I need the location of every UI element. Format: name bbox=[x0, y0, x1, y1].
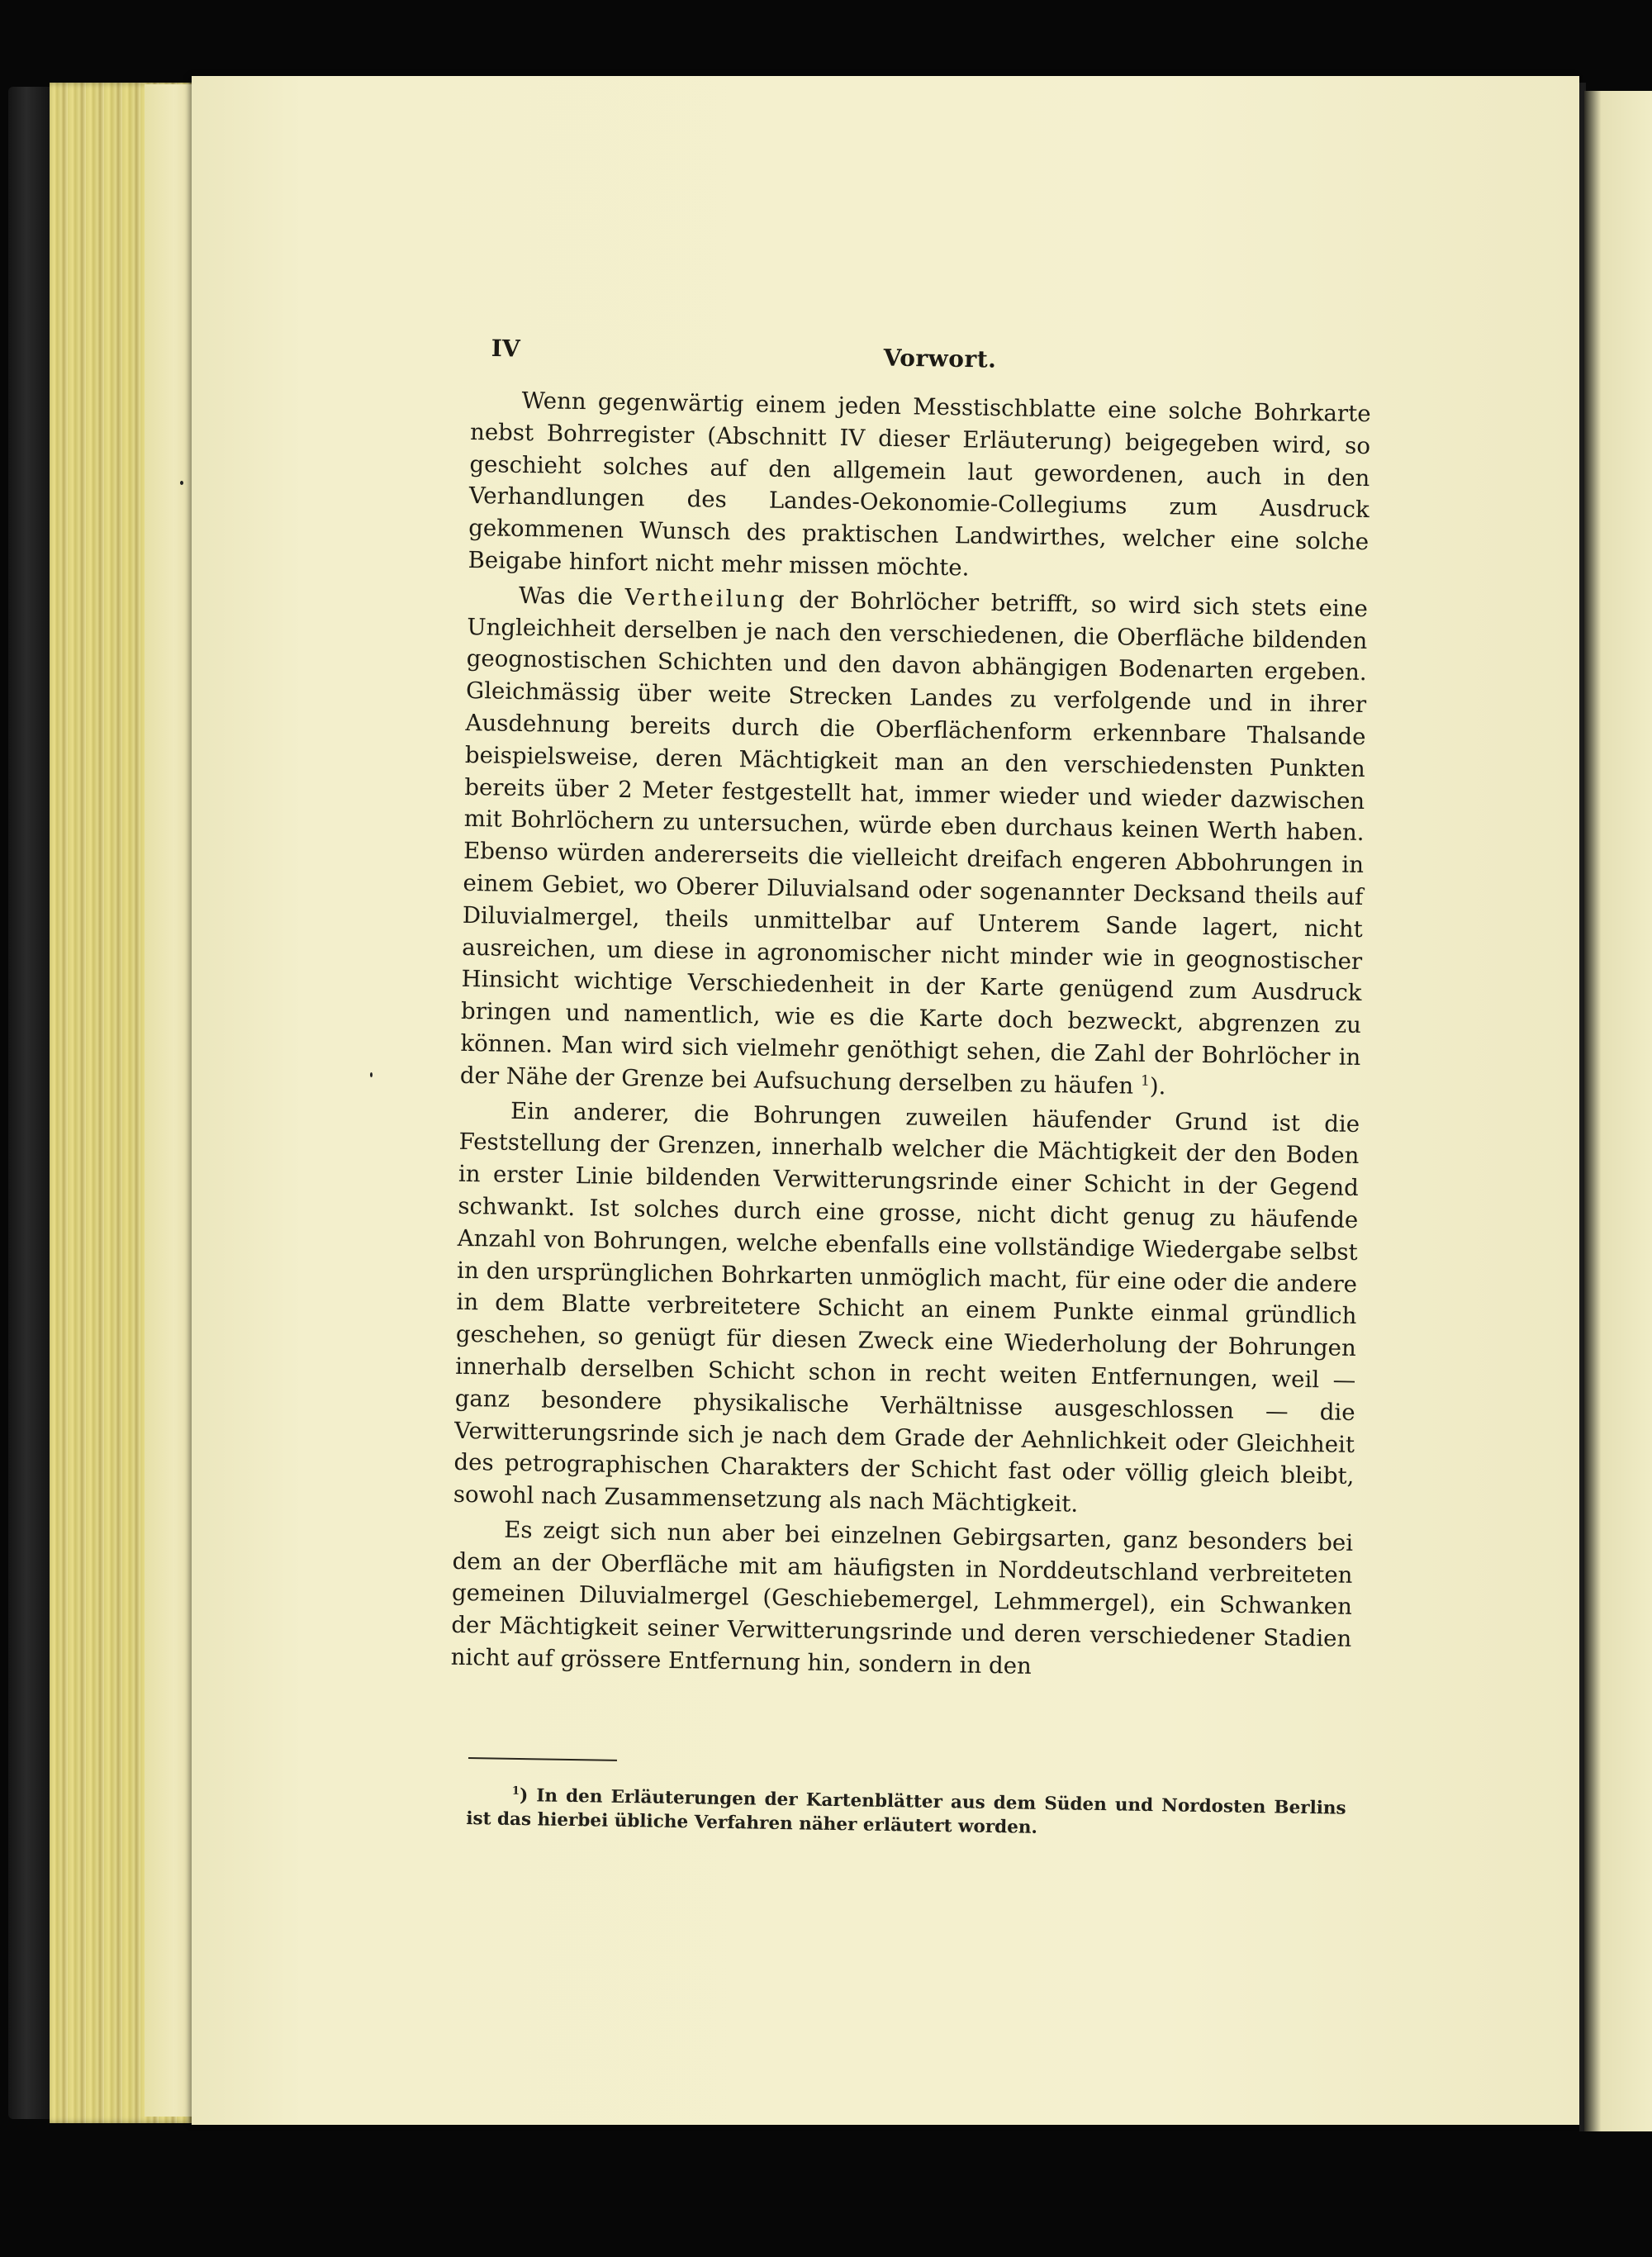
paragraph: Wenn gegenwärtig einem jeden Messtischblatte eine solche Bohrkarte nebst Bohrregister (Abschnitt IV dieser Erläuterung) beigegeben wird, so geschieht solches auf den allgemein laut gewordenen, auch in den Verhandlungen des Landes-Oekonomie-Collegiums zum Ausdruck gekommenen Wunsch des praktischen Landwirthes, welcher eine solche Beigabe hinfort nicht mehr missen möchte. bbox=[468, 386, 1371, 582]
page-number: IV bbox=[491, 335, 520, 363]
running-title: Vorwort. bbox=[883, 344, 997, 373]
paragraph: Es zeigt sich nun aber bei einzelnen Gebirgsarten, ganz besonders bei dem an der Oberfläche mit am häufigsten in Norddeutschland verbreiteten gemeinen Diluvialmergel (Geschiebemergel, Lehmmergel), ein Schwanken der Mächtigkeit seiner Verwitterungsrinde und deren verschiedener Stadien nicht auf grössere Entfernung hin, sondern in den bbox=[450, 1515, 1354, 1680]
paragraph: Ein anderer, die Bohrungen zuweilen häufender Grund ist die Feststellung der Grenzen, innerhalb welcher die Mächtigkeit der den Boden in erster Linie bildenden Verwitterungsrinde einer Schicht in der Gegend schwankt. Ist solches durch eine grosse, nicht dicht genug zu häufende Anzahl von Bohrungen, welche ebenfalls eine vollständige Wiedergabe selbst in den ursprünglichen Bohrkarten unmöglich macht, für eine oder die andere in dem Blatte verbreitetere Schicht an einem Punkte einmal gründlich geschehen, so genügt für diesen Zweck eine Wiederholung der Bohrungen innerhalb derselben Schicht schon in recht weiten Entfernungen, weil — ganz besondere physikalische Verhältnisse ausgeschlossen — die Verwitterungsrinde sich je nach dem Grade der Aehnlichkeit oder Gleichheit des petrographischen Charakters der Schicht fast oder völlig gleich bleibt, sowohl nach Zusammensetzung als nach Mächtigkeit. bbox=[453, 1096, 1360, 1518]
paragraph-lead: Was die bbox=[518, 581, 625, 611]
footnote-marker: 1 bbox=[1140, 1072, 1151, 1090]
paper-speck bbox=[180, 481, 183, 485]
paragraph-body: der Bohrlöcher betrifft, so wird sich stets eine Ungleichheit derselben je nach den verschiedenen, die Oberfläche bildenden geognostischen Schichten und den davon abhängigen Bodenarten ergeben. Gleichmässig über weite Strecken Landes zu verfolgende und in ihrer Ausdehnung bereits durch die Oberflächenform erkennbare Thalsande beispielsweise, deren Mächtigkeit man an den verschiedensten Punkten bereits über 2 Meter festgestellt hat, immer wieder und wieder dazwischen mit Bohrlöchern zu untersuchen, würde eben durchaus keinen Werth haben. Ebenso würden andererseits die vielleicht dreifach engeren Abbohrungen in einem Gebiet, wo Oberer Diluvialsand oder sogenannter Decksand theils auf Diluvialmergel, theils unmittelbar auf Unterem Sande lagert, nicht ausreichen, um diese in agronomischer nicht minder wie in geognostischer Hinsicht wichtige Verschiedenheit in der Karte genügend zum Ausdruck bringen und namentlich, wie es die Karte doch bezweckt, abgrenzen zu können. Man wird sich vielmehr genöthigt sehen, die Zahl der Bohrlöcher in der Nähe der Grenze bei Aufsuchung derselben zu häufen bbox=[459, 585, 1369, 1100]
paragraph bbox=[460, 579, 1369, 1106]
paper-speck bbox=[370, 1072, 373, 1077]
footnote-text: In den Erläuterungen der Kartenblätter aus dem Süden und Nordosten Berlins ist das hierbei übliche Verfahren näher erläutert worden. bbox=[466, 1785, 1346, 1838]
footnote-number: 1 bbox=[511, 1784, 520, 1798]
footnote-paren: ) bbox=[519, 1785, 529, 1807]
paragraph-end: ). bbox=[1149, 1071, 1166, 1100]
book-binding bbox=[8, 87, 54, 2119]
page-stack-inner bbox=[145, 84, 194, 2117]
body-text bbox=[450, 384, 1370, 1690]
facing-page-edge bbox=[1584, 91, 1652, 2131]
spaced-emphasis: Vertheilung bbox=[624, 582, 787, 613]
